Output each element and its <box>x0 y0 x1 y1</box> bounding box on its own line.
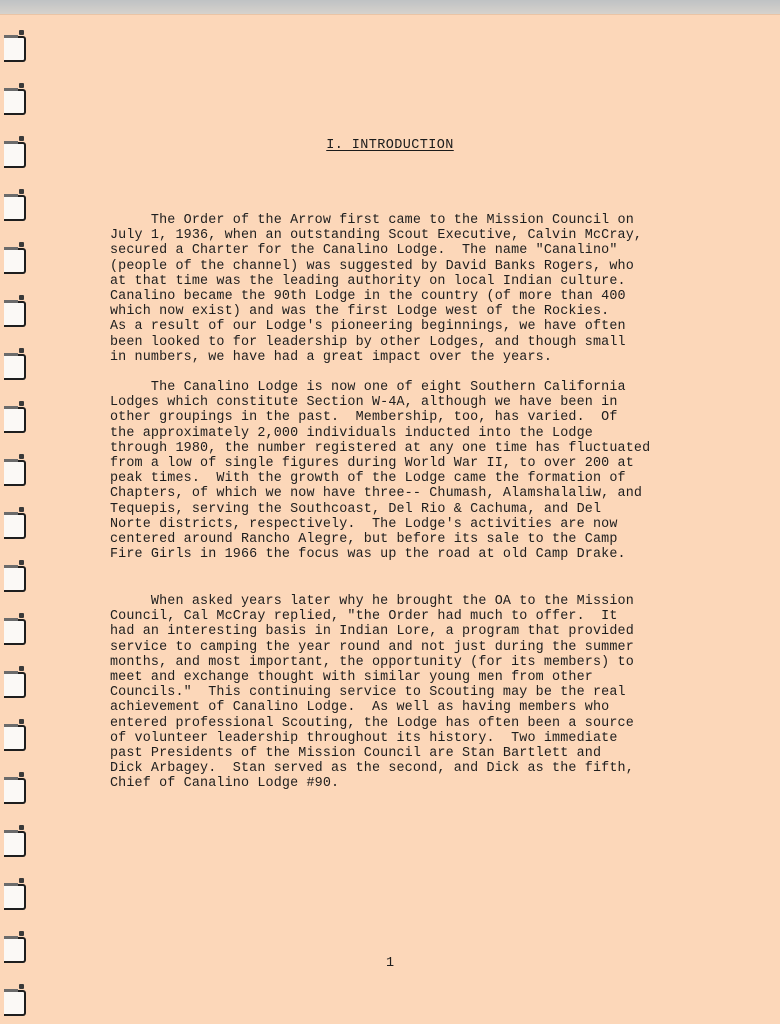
paragraph-1: The Order of the Arrow first came to the Mission Council on July 1, 1936, when an outstanding Scout Executive, Calvin McCray, secured a Charter for the Canalino Lodge. The name "Canalino" (people of the channel) was suggested by David Banks Rogers, who at that time was the leading authority on local Indian culture. Canalino became the 90th Lodge in the country (of more than 400 which now exist) and was the first Lodge west of the Rockies. As a result of our Lodge's pioneering beginnings, we have often been looked to for leadership by other Lodges, and though small in numbers, we have had a great impact over the years. <box>110 213 643 365</box>
binding-hole <box>19 719 24 724</box>
binding-ring <box>4 831 26 857</box>
binding-hole <box>19 242 24 247</box>
binding-ring <box>4 884 26 910</box>
binding-hole <box>19 348 24 353</box>
binding-hole <box>19 666 24 671</box>
paragraph-3: When asked years later why he brought the OA to the Mission Council, Cal McCray replied, "the Order had much to offer. It had an interesting basis in Indian Lore, a program that provided service to camping the year round and not just during the summer months, and most important, the opportunity (for its members) to meet and exchange thought with similar young men from other Councils." This continuing service to Scouting may be the real achievement of Canalino Lodge. As well as having members who entered professional Scouting, the Lodge has often been a source of volunteer leadership throughout its history. Two immediate past Presidents of the Mission Council are Stan Bartlett and Dick Arbagey. Stan served as the second, and Dick as the fifth, Chief of Canalino Lodge #90. <box>110 594 634 792</box>
binding-hole <box>19 295 24 300</box>
binding-hole <box>19 507 24 512</box>
binding-hole <box>19 613 24 618</box>
binding-hole <box>19 878 24 883</box>
binding-ring <box>4 778 26 804</box>
binding-hole <box>19 931 24 936</box>
binding-hole <box>19 772 24 777</box>
binding-hole <box>19 401 24 406</box>
scanner-top-edge <box>0 0 780 14</box>
binding-hole <box>19 83 24 88</box>
section-heading: I. INTRODUCTION <box>326 138 454 153</box>
binding-hole <box>19 30 24 35</box>
binding-ring <box>4 248 26 274</box>
binding-ring <box>4 513 26 539</box>
comb-binding <box>0 14 40 1024</box>
paragraph-2: The Canalino Lodge is now one of eight Southern California Lodges which constitute Section W-4A, although we have been in other groupings in the past. Membership, too, has varied. Of the approximately 2,000 individuals inducted into the Lodge through 1980, the number registered at any one time has fluctuated from a low of single figures during World War II, to over 200 at peak times. With the growth of the Lodge came the formation of Chapters, of which we now have three-- Chumash, Alamshalaliw, and Tequepis, serving the Southcoast, Del Rio & Cachuma, and Del Norte districts, respectively. The Lodge's activities are now centered around Rancho Alegre, but before its sale to the Camp Fire Girls in 1966 the focus was up the road at old Camp Drake. <box>110 380 651 563</box>
binding-ring <box>4 354 26 380</box>
binding-hole <box>19 984 24 989</box>
binding-ring <box>4 619 26 645</box>
binding-ring <box>4 672 26 698</box>
binding-ring <box>4 566 26 592</box>
binding-hole <box>19 825 24 830</box>
binding-ring <box>4 36 26 62</box>
binding-hole <box>19 454 24 459</box>
binding-hole <box>19 560 24 565</box>
binding-hole <box>19 189 24 194</box>
binding-ring <box>4 460 26 486</box>
binding-ring <box>4 725 26 751</box>
page-number: 1 <box>385 956 395 971</box>
binding-ring <box>4 301 26 327</box>
binding-ring <box>4 990 26 1016</box>
binding-ring <box>4 407 26 433</box>
binding-ring <box>4 195 26 221</box>
binding-ring <box>4 89 26 115</box>
